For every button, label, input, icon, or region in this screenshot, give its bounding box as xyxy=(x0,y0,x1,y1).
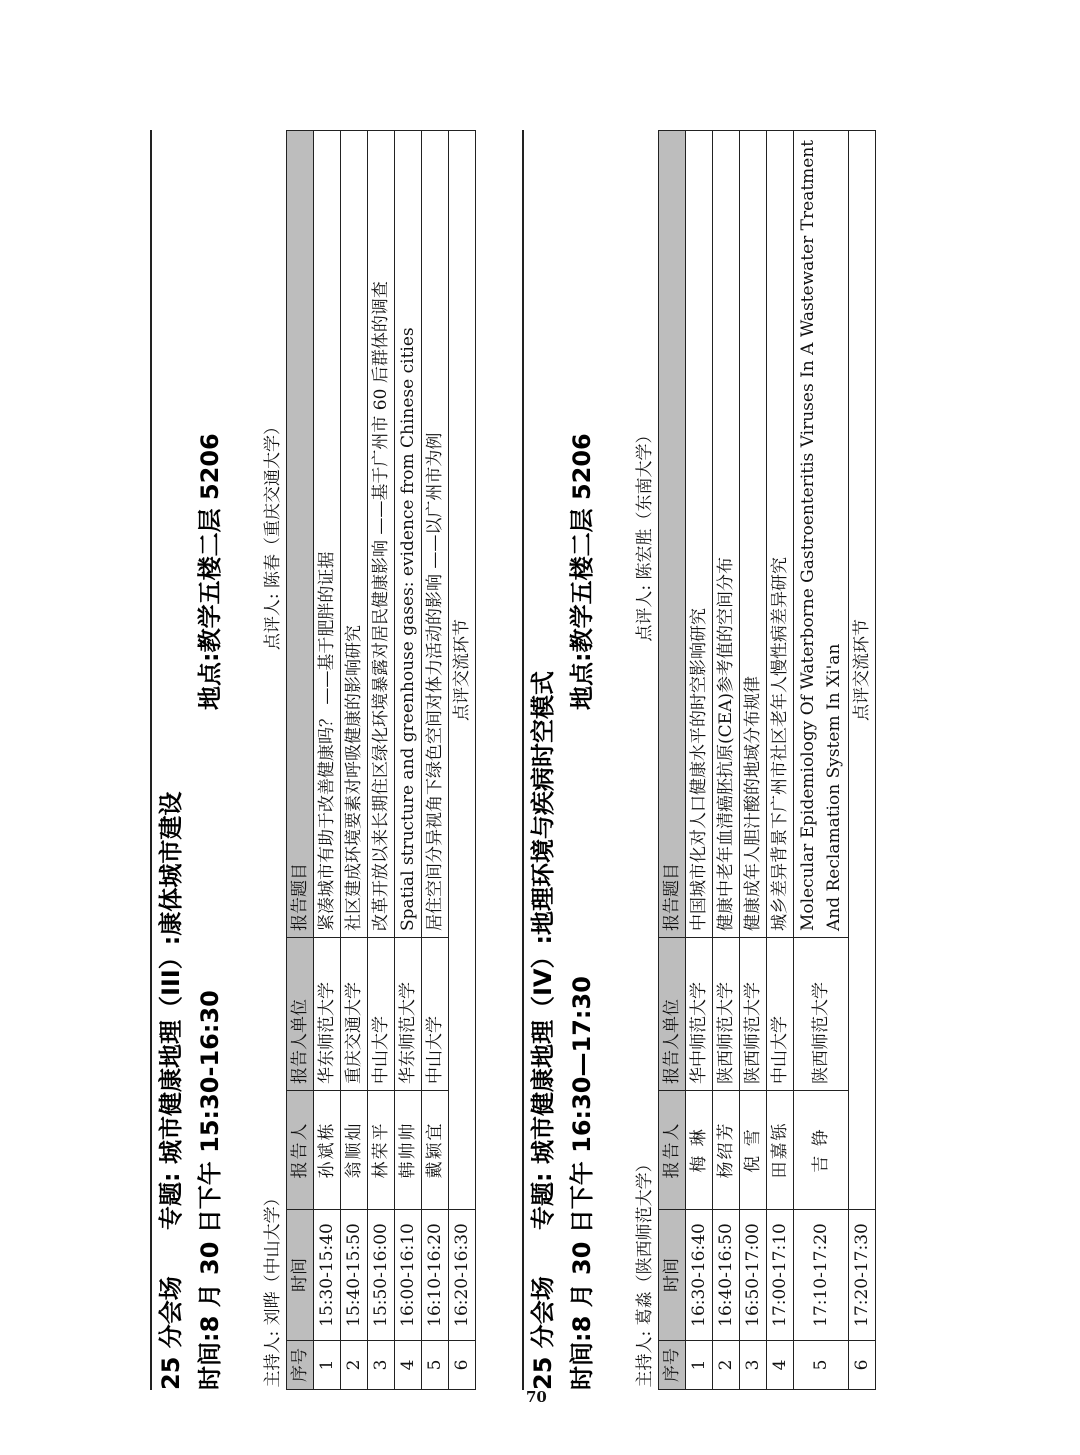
row-unit: 中山大学 xyxy=(368,938,395,1091)
session-time-location xyxy=(190,130,230,1390)
row-speaker: 林荣平 xyxy=(368,1091,395,1210)
column-header: 序号 xyxy=(659,1341,686,1390)
column-header: 报告人 xyxy=(287,1091,314,1210)
row-title: 健康中老年血清癌胚抗原(CEA)参考值的空间分布 xyxy=(713,131,740,938)
row-speaker: 戴颖宜 xyxy=(422,1091,449,1210)
column-header: 报告人单位 xyxy=(287,938,314,1091)
row-speaker: 杨绍芳 xyxy=(713,1091,740,1210)
session-time-location xyxy=(562,130,602,1390)
row-time: 16:30-16:40 xyxy=(686,1210,713,1341)
row-unit: 华中师范大学 xyxy=(686,938,713,1091)
host-label: 主持人: 葛淼（陕西师范大学） xyxy=(635,1155,655,1388)
session-topic: 专题: 城市健康地理（III）:康体城市建设 xyxy=(157,791,185,1230)
table-row xyxy=(341,131,368,1390)
column-header: 报告题目 xyxy=(287,131,314,938)
session-header xyxy=(524,130,562,1390)
row-title: 紧凑城市有助于改善健康吗？ ——基于肥胖的证据 xyxy=(314,131,341,938)
row-time: 17:20-17:30 xyxy=(849,1210,876,1341)
session-time: 时间:8 月 30 日下午 15:30-16:30 xyxy=(196,990,224,1390)
table-row xyxy=(767,131,794,1390)
column-header: 报告人 xyxy=(659,1091,686,1210)
row-unit: 中山大学 xyxy=(767,938,794,1091)
row-speaker: 倪 雪 xyxy=(740,1091,767,1210)
row-number: 6 xyxy=(449,1341,476,1390)
row-speaker: 吉 铮 xyxy=(794,1091,849,1210)
row-number: 5 xyxy=(794,1341,849,1390)
row-unit: 中山大学 xyxy=(422,938,449,1091)
row-time: 15:40-15:50 xyxy=(341,1210,368,1341)
row-time: 15:30-15:40 xyxy=(314,1210,341,1341)
row-time: 16:40-16:50 xyxy=(713,1210,740,1341)
row-number: 1 xyxy=(314,1341,341,1390)
row-unit: 陕西师范大学 xyxy=(713,938,740,1091)
row-time: 16:10-16:20 xyxy=(422,1210,449,1341)
session-location: 地点:教学五楼二层 5206 xyxy=(196,433,224,710)
table-row xyxy=(849,131,876,1390)
column-header: 报告人单位 xyxy=(659,938,686,1091)
host-row xyxy=(260,131,287,1390)
row-unit: 华东师范大学 xyxy=(395,938,422,1091)
table-row xyxy=(794,131,849,1390)
row-title: 中国城市化对人口健康水平的时空影响研究 xyxy=(686,131,713,938)
commentator-label: 点评人: 陈宏胜（东南大学） xyxy=(635,426,655,642)
row-time: 15:50-16:00 xyxy=(368,1210,395,1341)
session-code: 25 分会场 xyxy=(157,1276,185,1390)
row-title: 居住空间分异视角下绿色空间对体力活动的影响 ——以广州市为例 xyxy=(422,131,449,938)
row-time: 16:50-17:00 xyxy=(740,1210,767,1341)
row-number: 1 xyxy=(686,1341,713,1390)
table-row xyxy=(314,131,341,1390)
column-header: 序号 xyxy=(287,1341,314,1390)
session-location: 地点:教学五楼二层 5206 xyxy=(568,433,596,710)
table-header-row xyxy=(287,131,314,1390)
row-speaker: 田嘉铄 xyxy=(767,1091,794,1210)
row-title: 城乡差异背景下广州市社区老年人慢性病差异研究 xyxy=(767,131,794,938)
table-header-row xyxy=(659,131,686,1390)
row-title: 社区建成环境要素对呼吸健康的影响研究 xyxy=(341,131,368,938)
closing-discussion: 点评交流环节 xyxy=(449,131,476,1210)
row-time: 16:00-16:10 xyxy=(395,1210,422,1341)
table-row xyxy=(395,131,422,1390)
row-unit: 华东师范大学 xyxy=(314,938,341,1091)
row-unit: 重庆交通大学 xyxy=(341,938,368,1091)
row-title: Spatial structure and greenhouse gases: evidence from Chinese cities xyxy=(395,131,422,938)
column-header: 时间 xyxy=(287,1210,314,1341)
row-number: 2 xyxy=(713,1341,740,1390)
row-number: 5 xyxy=(422,1341,449,1390)
column-header: 报告题目 xyxy=(659,131,686,938)
table-row xyxy=(368,131,395,1390)
row-number: 4 xyxy=(395,1341,422,1390)
session-code: 25 分会场 xyxy=(529,1276,557,1390)
row-title: 改革开放以来长期住区绿化环境暴露对居民健康影响 ——基于广州市 60 后群体的调查 xyxy=(368,131,395,938)
row-time: 17:00-17:10 xyxy=(767,1210,794,1341)
row-title: Molecular Epidemiology Of Waterborne Gastroenteritis Viruses In A Wastewater Treatment And Reclamation System In Xi'an xyxy=(794,131,849,938)
row-number: 3 xyxy=(368,1341,395,1390)
schedule-table xyxy=(632,130,876,1390)
row-speaker: 翁顺灿 xyxy=(341,1091,368,1210)
table-row xyxy=(449,131,476,1390)
row-number: 4 xyxy=(767,1341,794,1390)
row-unit: 陕西师范大学 xyxy=(794,938,849,1091)
row-time: 16:20-16:30 xyxy=(449,1210,476,1341)
row-title: 健康成年人胆汁酸的地域分布规律 xyxy=(740,131,767,938)
row-speaker: 孙斌栋 xyxy=(314,1091,341,1210)
schedule-table xyxy=(260,130,476,1390)
commentator-label: 点评人: 陈春（重庆交通大学） xyxy=(263,417,283,651)
row-unit: 陕西师范大学 xyxy=(740,938,767,1091)
row-speaker: 韩帅帅 xyxy=(395,1091,422,1210)
table-row xyxy=(686,131,713,1390)
closing-discussion: 点评交流环节 xyxy=(849,131,876,1210)
page-number: 70 xyxy=(526,1388,547,1406)
row-number: 6 xyxy=(849,1341,876,1390)
session-block xyxy=(522,130,876,1390)
table-row xyxy=(740,131,767,1390)
session-time: 时间:8 月 30 日下午 16:30—17:30 xyxy=(568,976,596,1390)
host-row xyxy=(632,131,659,1390)
row-number: 2 xyxy=(341,1341,368,1390)
row-speaker: 梅 琳 xyxy=(686,1091,713,1210)
session-topic: 专题: 城市健康地理（IV）:地理环境与疾病时空模式 xyxy=(529,670,557,1230)
row-number: 3 xyxy=(740,1341,767,1390)
row-time: 17:10-17:20 xyxy=(794,1210,849,1341)
table-row xyxy=(713,131,740,1390)
table-row xyxy=(422,131,449,1390)
column-header: 时间 xyxy=(659,1210,686,1341)
session-header xyxy=(152,130,190,1390)
rotated-content xyxy=(150,130,890,1390)
host-label: 主持人: 刘晔（中山大学） xyxy=(263,1189,283,1388)
session-block xyxy=(150,130,476,1390)
